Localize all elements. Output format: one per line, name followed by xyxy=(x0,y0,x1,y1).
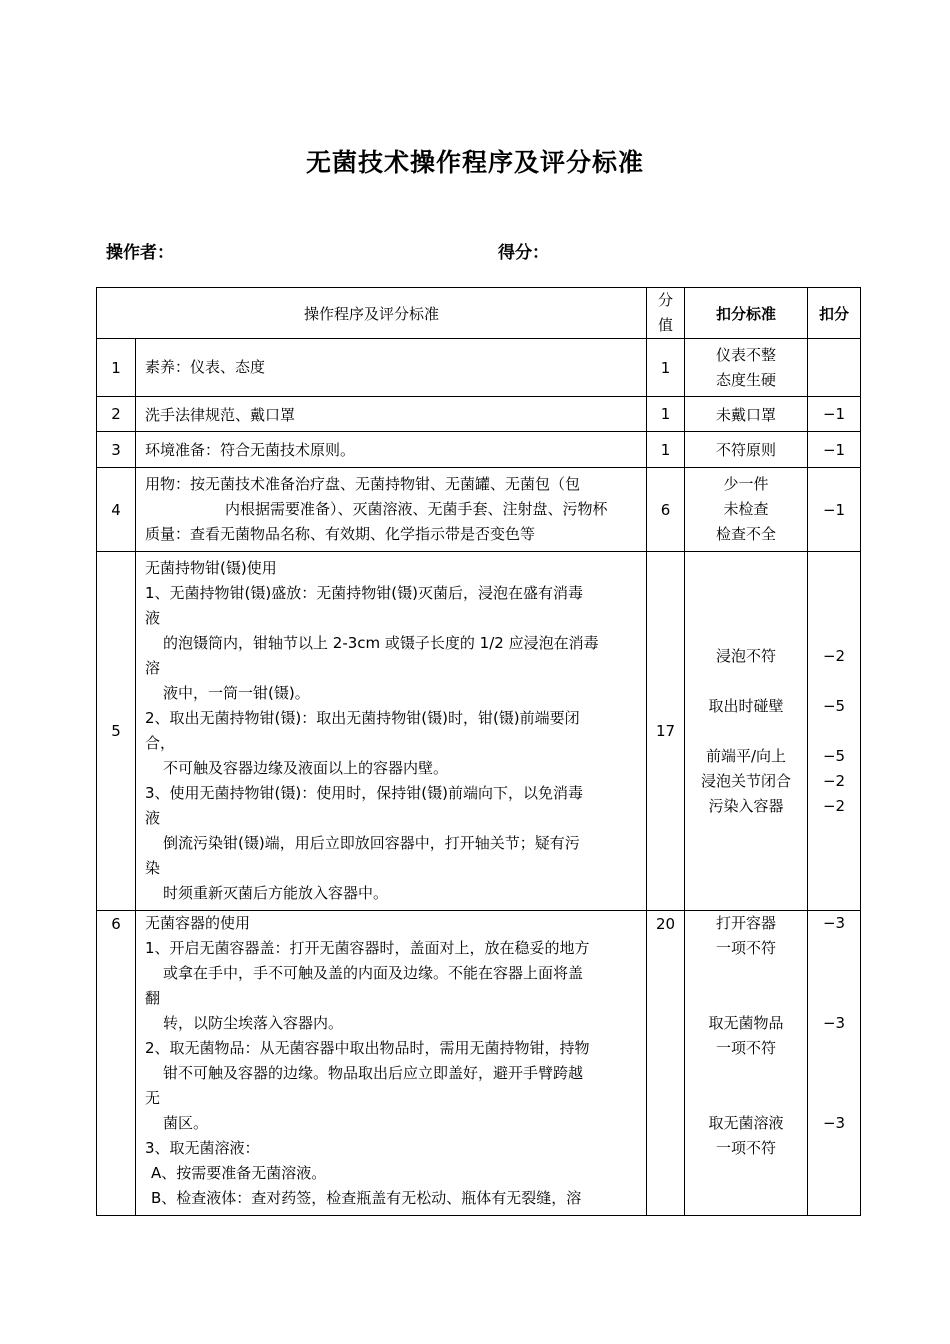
row-deduct: −1 xyxy=(808,397,861,432)
standard-spacer xyxy=(685,669,807,694)
row-procedure xyxy=(136,339,647,397)
procedure-line: 1、无菌持物钳(镊)盛放：无菌持物钳(镊)灭菌后，浸泡在盛有消毒 xyxy=(145,584,583,602)
procedure-line: 合， xyxy=(145,734,176,752)
standard-line: 取无菌溶液 xyxy=(708,1114,784,1132)
standard-line: 取出时碰壁 xyxy=(708,696,784,715)
table-row xyxy=(97,432,861,468)
deduct-line: −3 xyxy=(822,1114,846,1132)
deduct-line: −2 xyxy=(822,771,846,790)
row-points: 17 xyxy=(647,552,685,911)
procedure-line: 倒流污染钳(镊)端，用后立即放回容器中，打开轴关节；疑有污 xyxy=(163,834,580,852)
deduct-spacer xyxy=(808,961,860,986)
row-number: 1 xyxy=(97,339,136,397)
standard-spacer xyxy=(685,986,807,1011)
row-number: 2 xyxy=(97,397,136,432)
score-label: 得分： xyxy=(498,243,549,263)
header-points xyxy=(647,288,685,339)
table-row xyxy=(97,397,861,432)
procedure-line: 无 xyxy=(145,1089,161,1107)
procedure-line: 质量：查看无菌物品名称、有效期、化学指示带是否变色等 xyxy=(145,525,536,543)
deduct-spacer xyxy=(808,1136,860,1161)
procedure-line: B、检查液体：查对药签，检查瓶盖有无松动、瓶体有无裂缝，溶 xyxy=(151,1189,582,1207)
standard-line: 仪表不整 xyxy=(716,345,777,364)
row-number: 3 xyxy=(97,432,136,468)
standard-spacer xyxy=(685,1086,807,1111)
row-number: 5 xyxy=(97,552,136,911)
deduct-spacer xyxy=(808,669,860,694)
deduct-spacer xyxy=(808,986,860,1011)
procedure-line: 钳不可触及容器的边缘。物品取出后应立即盖好，避开手臂跨越 xyxy=(163,1064,584,1082)
procedure-line: 或拿在手中，手不可触及盖的内面及边缘。不能在容器上面将盖 xyxy=(163,964,584,982)
row-procedure: 环境准备：符合无菌技术原则。 xyxy=(136,432,647,468)
row-procedure xyxy=(136,911,647,1216)
header-row xyxy=(97,288,861,339)
row-number: 4 xyxy=(97,468,136,552)
standard-line: 一项不符 xyxy=(716,1039,777,1057)
row-procedure xyxy=(136,468,647,552)
row-points: 20 xyxy=(647,911,685,1216)
procedure-line: 无菌持物钳(镊)使用 xyxy=(145,559,277,577)
procedure-line: 2、取出无菌持物钳(镊)：取出无菌持物钳(镊)时，钳(镊)前端要闭 xyxy=(145,709,580,727)
deduct-spacer xyxy=(808,1036,860,1061)
standard-line: 检查不全 xyxy=(716,525,777,543)
deduct-line: −2 xyxy=(822,646,846,665)
deduct-line: −5 xyxy=(822,696,846,715)
standard-line: 未检查 xyxy=(723,500,769,518)
deduct-spacer xyxy=(808,719,860,744)
procedure-line: 不可触及容器边缘及液面以上的容器内壁。 xyxy=(163,759,449,777)
standard-line: 浸泡关节闭合 xyxy=(701,771,792,790)
header-deduct: 扣分 xyxy=(808,288,861,339)
deduct-line: −3 xyxy=(822,914,846,932)
standard-line: 取无菌物品 xyxy=(708,1014,784,1032)
document-title: 无菌技术操作程序及评分标准 xyxy=(305,148,644,177)
header-points-line-2: 值 xyxy=(658,316,674,334)
row-procedure: 洗手法律规范、戴口罩 xyxy=(136,397,647,432)
scoring-table xyxy=(96,287,861,1216)
row-deduct xyxy=(808,552,861,911)
procedure-line: 1、开启无菌容器盖：打开无菌容器时，盖面对上，放在稳妥的地方 xyxy=(145,939,590,957)
header-deduct-standard: 扣分标准 xyxy=(685,288,808,339)
procedure-line: 3、使用无菌持物钳(镊)：使用时，保持钳(镊)前端向下，以免消毒 xyxy=(145,784,583,802)
row-deduct-standard: 不符原则 xyxy=(685,432,808,468)
row-deduct-standard xyxy=(685,552,808,911)
row-points: 6 xyxy=(647,468,685,552)
row-deduct: −1 xyxy=(808,432,861,468)
table-row xyxy=(97,468,861,552)
procedure-line: 的泡镊筒内，钳轴节以上 2-3cm 或镊子长度的 1/2 应浸泡在消毒 xyxy=(163,634,599,652)
procedure-line: 3、取无菌溶液： xyxy=(145,1139,260,1157)
procedure-line: 素养：仪表、态度 xyxy=(145,358,266,376)
procedure-line: 液 xyxy=(145,809,161,827)
standard-line: 污染入容器 xyxy=(708,796,784,815)
deduct-line: −5 xyxy=(822,746,846,765)
deduct-spacer xyxy=(808,1061,860,1086)
row-points: 1 xyxy=(647,339,685,397)
procedure-line: 转，以防尘埃落入容器内。 xyxy=(163,1014,344,1032)
standard-line: 一项不符 xyxy=(716,1139,777,1157)
procedure-line: 染 xyxy=(145,859,161,877)
deduct-spacer xyxy=(808,1086,860,1111)
standard-line: 一项不符 xyxy=(716,939,777,957)
procedure-line: 时须重新灭菌后方能放入容器中。 xyxy=(163,884,389,902)
row-points: 1 xyxy=(647,432,685,468)
table-row xyxy=(97,339,861,397)
row-deduct xyxy=(808,339,861,397)
deduct-spacer xyxy=(808,936,860,961)
standard-spacer xyxy=(685,961,807,986)
standard-line: 前端平/向上 xyxy=(705,746,787,765)
procedure-line: 翻 xyxy=(145,989,161,1007)
procedure-line: 2、取无菌物品：从无菌容器中取出物品时，需用无菌持物钳，持物 xyxy=(145,1039,590,1057)
row-deduct-standard xyxy=(685,911,808,1216)
procedure-line: 用物：按无菌技术准备治疗盘、无菌持物钳、无菌罐、无菌包（包 xyxy=(145,475,581,493)
procedure-line: 液中，一筒一钳(镊)。 xyxy=(163,684,310,702)
procedure-line: 液 xyxy=(145,609,161,627)
standard-line: 少一件 xyxy=(723,475,769,493)
table-row xyxy=(97,911,861,1216)
procedure-line: 菌区。 xyxy=(163,1114,209,1132)
procedure-line: A、按需要准备无菌溶液。 xyxy=(151,1164,327,1182)
standard-line: 浸泡不符 xyxy=(716,646,777,665)
standard-spacer xyxy=(685,1061,807,1086)
row-deduct-standard xyxy=(685,339,808,397)
standard-spacer xyxy=(685,719,807,744)
standard-line: 打开容器 xyxy=(716,914,777,932)
row-deduct: −1 xyxy=(808,468,861,552)
table-row xyxy=(97,552,861,911)
header-procedure: 操作程序及评分标准 xyxy=(97,288,647,339)
procedure-line: 内根据需要准备）、灭菌溶液、无菌手套、注射盘、污物杯 xyxy=(225,500,608,518)
row-deduct-standard: 未戴口罩 xyxy=(685,397,808,432)
deduct-line: −2 xyxy=(822,796,846,815)
header-points-line-1: 分 xyxy=(658,291,674,309)
row-procedure xyxy=(136,552,647,911)
row-deduct-standard xyxy=(685,468,808,552)
row-points: 1 xyxy=(647,397,685,432)
row-deduct xyxy=(808,911,861,1216)
deduct-line: −3 xyxy=(822,1014,846,1032)
procedure-line: 无菌容器的使用 xyxy=(145,914,251,932)
procedure-line: 溶 xyxy=(145,659,161,677)
row-number: 6 xyxy=(97,911,136,1216)
operator-label: 操作者： xyxy=(106,243,174,263)
standard-line: 态度生硬 xyxy=(716,370,777,389)
